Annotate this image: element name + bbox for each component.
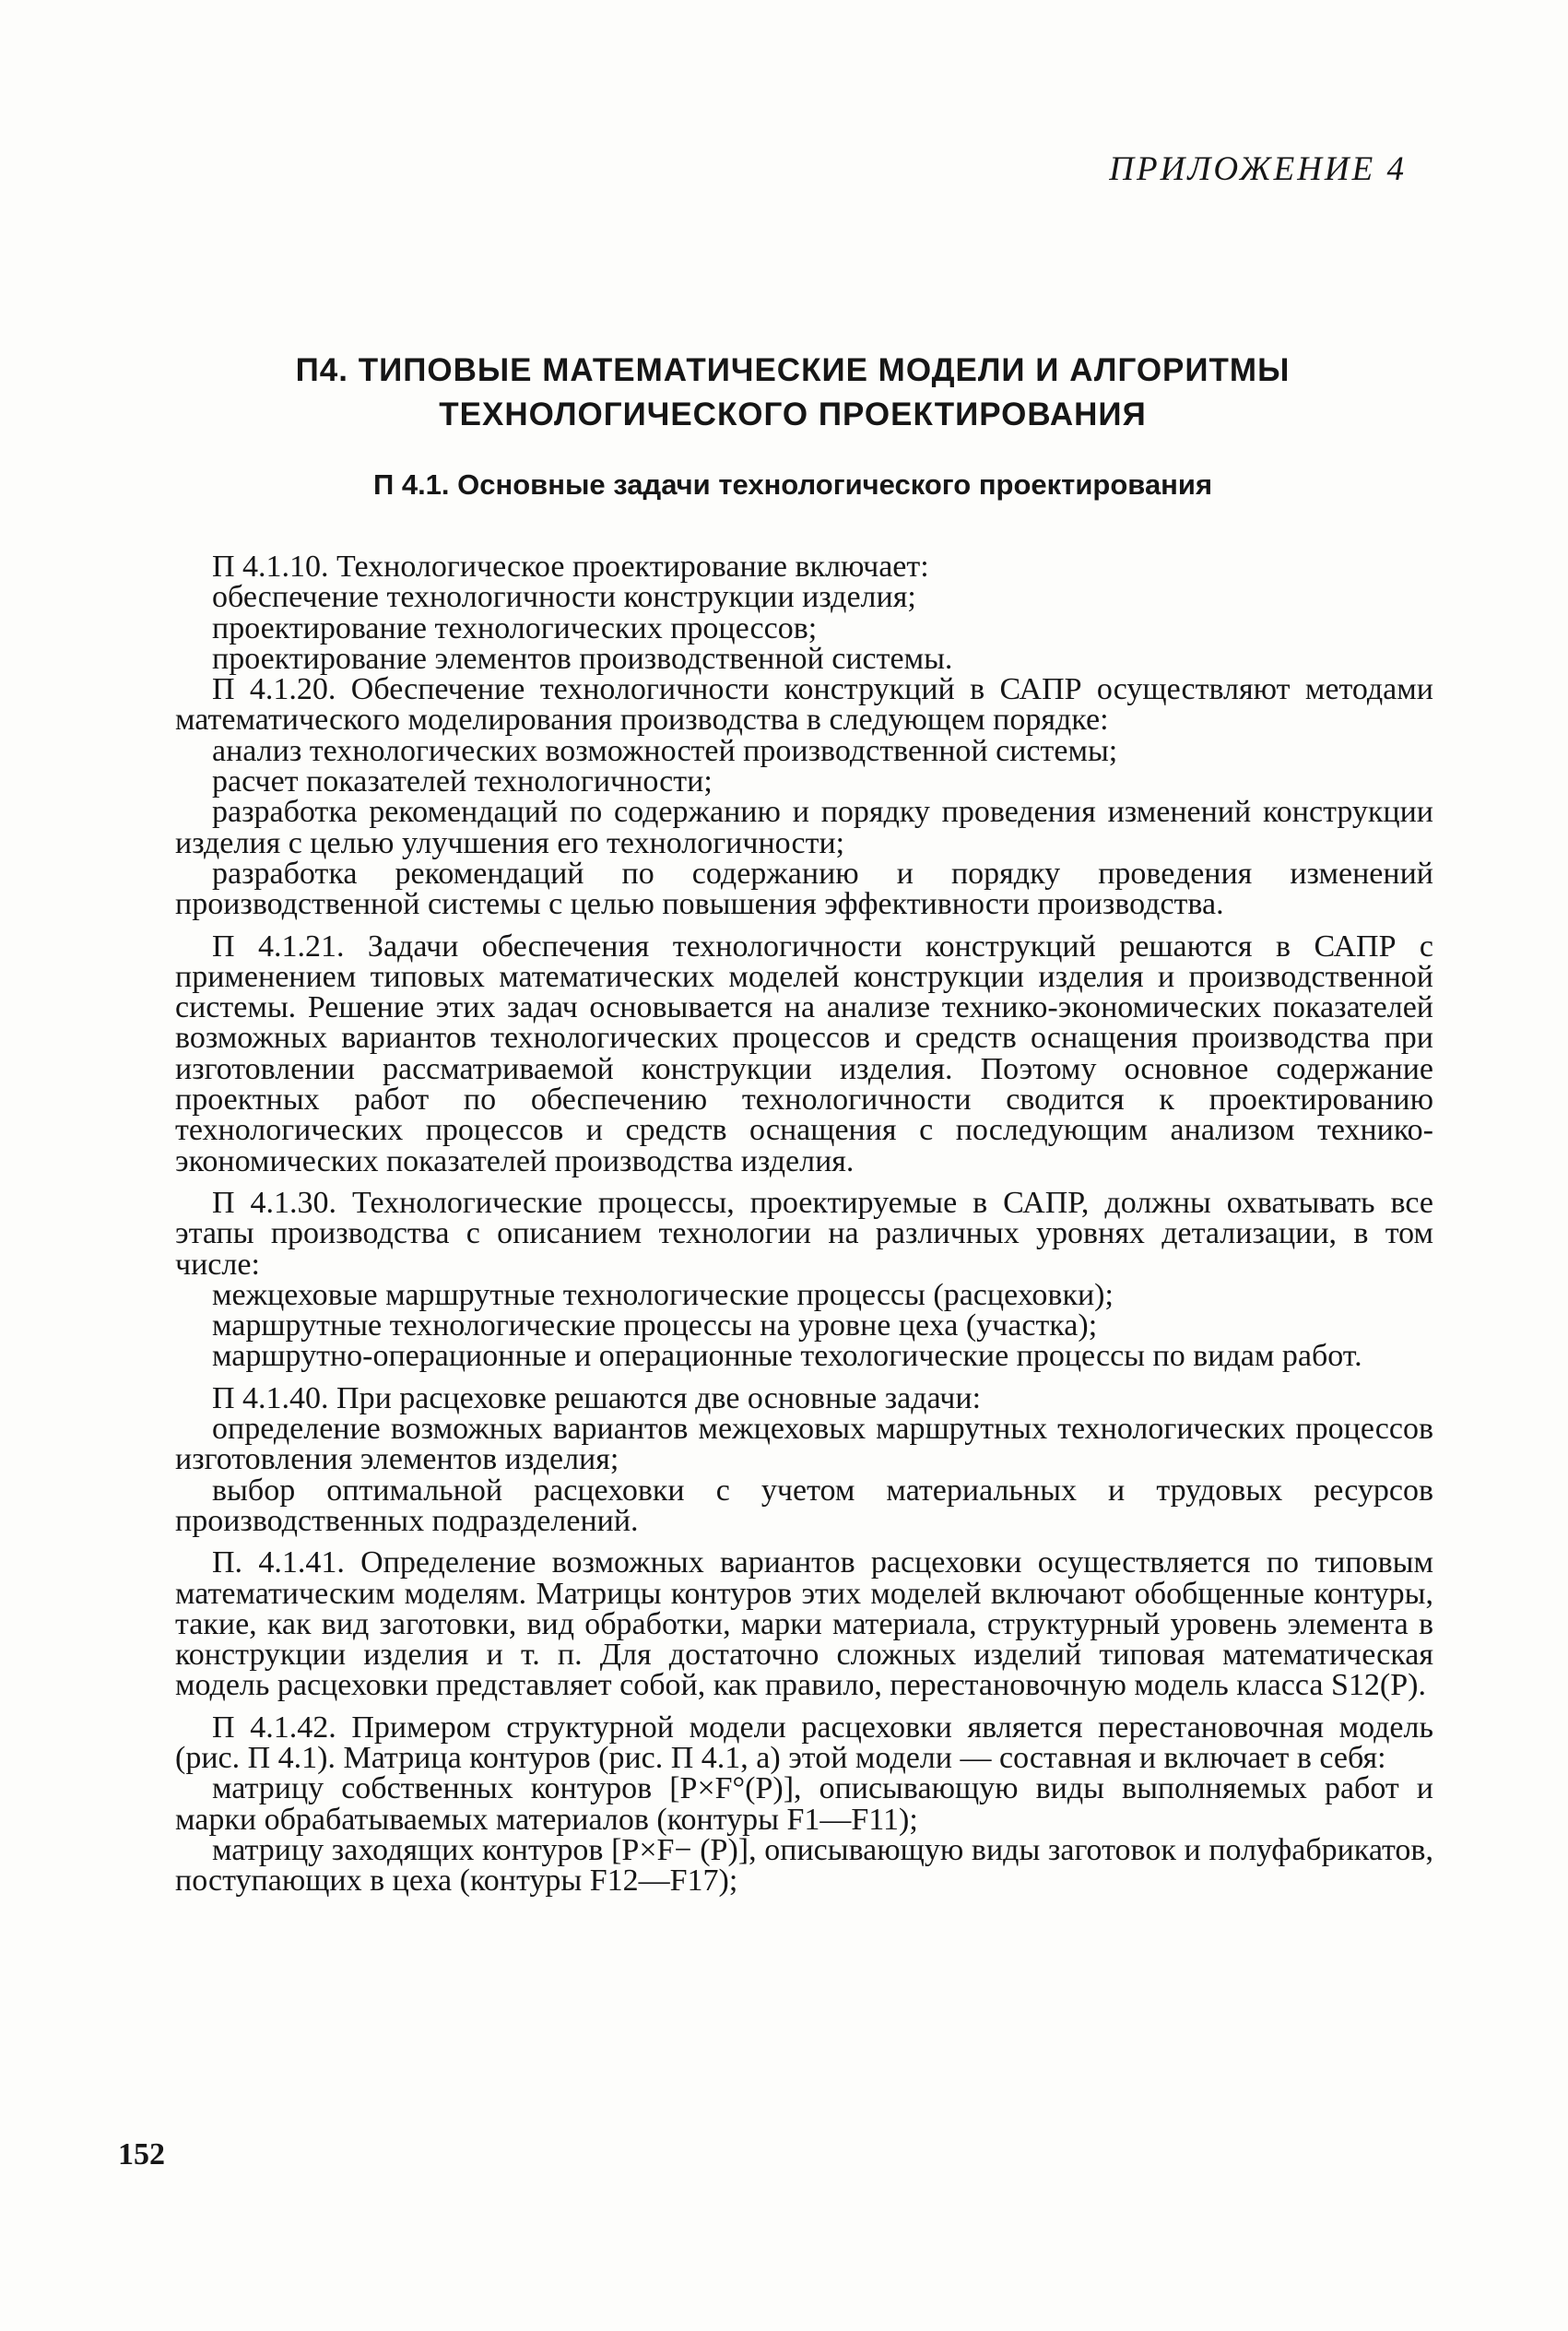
paragraph: П 4.1.20. Обеспечение технологичности конструкций в САПР осуществляют методами математического моделирования производства в следующем порядке:	[175, 672, 1433, 738]
list-item: анализ технологических возможностей производственной системы;	[212, 733, 1118, 768]
paragraph: П 4.1.10. Технологическое проектирование включает:	[212, 550, 929, 584]
list-item: расчет показателей технологичности;	[212, 764, 713, 799]
appendix-label: ПРИЛОЖЕНИЕ 4	[1109, 150, 1407, 188]
list-item: маршрутные технологические процессы на уровне цеха (участка);	[212, 1308, 1098, 1343]
list-item: обеспечение технологичности конструкции изделия;	[212, 580, 916, 615]
list-item: матрицу собственных контуров [P×F°(P)], описывающую виды выполняемых работ и марки обрабатываемых материалов (контуры F1—F11);	[175, 1771, 1433, 1837]
chapter-title-line-2: ТЕХНОЛОГИЧЕСКОГО ПРОЕКТИРОВАНИЯ	[439, 396, 1147, 432]
chapter-title	[175, 349, 1410, 437]
paragraph: П 4.1.30. Технологические процессы, проектируемые в САПР, должны охватывать все этапы производства с описанием технологии на различных уровнях детализации, в том числе:	[175, 1185, 1433, 1282]
chapter-title-line-1: П4. ТИПОВЫЕ МАТЕМАТИЧЕСКИЕ МОДЕЛИ И АЛГОРИТМЫ	[295, 352, 1291, 388]
list-item: маршрутно-операционные и операционные техологические процессы по видам работ.	[212, 1339, 1362, 1374]
list-item: проектирование элементов производственной системы.	[212, 641, 953, 676]
list-item: проектирование технологических процессов;	[212, 610, 818, 645]
list-item: межцеховые маршрутные технологические процессы (расцеховки);	[212, 1277, 1114, 1312]
paragraph: П 4.1.21. Задачи обеспечения технологичности конструкций решаются в САПР с применением типовых математических моделей конструкции изделия и производственной системы. Решение этих задач основывается на анализе технико-экономических показателей возможных вариантов технологических процессов и средств оснащения производства при изготовлении рассматриваемой конструкции изделия. Поэтому основное содержание проектных работ по обеспечению технологичности сводится к проектированию технологических процессов и средств оснащения с последующим анализом технико-экономических показателей производства изделия.	[175, 929, 1433, 1178]
list-item: матрицу заходящих контуров [P×F− (P)], описывающую виды заготовок и полуфабрикатов, поступающих в цеха (контуры F12—F17);	[175, 1832, 1433, 1899]
list-item: определение возможных вариантов межцеховых маршрутных технологических процессов изготовления элементов изделия;	[175, 1412, 1433, 1477]
page-number: 152	[118, 2137, 165, 2171]
paragraph: П 4.1.40. При расцеховке решаются две основные задачи:	[212, 1380, 982, 1415]
list-item: разработка рекомендаций по содержанию и порядку проведения изменений производственной системы с целью повышения эффективности производства.	[175, 856, 1433, 922]
paragraph: П. 4.1.41. Определение возможных вариантов расцеховки осуществляется по типовым математическим моделям. Матрицы контуров этих моделей включают обобщенные контуры, такие, как вид заготовки, вид обработки, марки материала, структурный уровень элемента в конструкции изделия и т. п. Для достаточно сложных изделий типовая математическая модель расцеховки представляет собой, как правило, перестановочную модель класса S12(P).	[175, 1545, 1433, 1703]
paragraph: П 4.1.42. Примером структурной модели расцеховки является перестановочная модель (рис. П 4.1). Матрица контуров (рис. П 4.1, а) этой модели — составная и включает в себя:	[175, 1710, 1433, 1775]
section-title: П 4.1. Основные задачи технологического проектирования	[372, 468, 1213, 501]
list-item: разработка рекомендаций по содержанию и порядку проведения изменений конструкции изделия с целью улучшения его технологичности;	[175, 795, 1433, 860]
body-text	[175, 550, 1433, 1899]
list-item: выбор оптимальной расцеховки с учетом материальных и трудовых ресурсов производственных подразделений.	[175, 1473, 1433, 1538]
